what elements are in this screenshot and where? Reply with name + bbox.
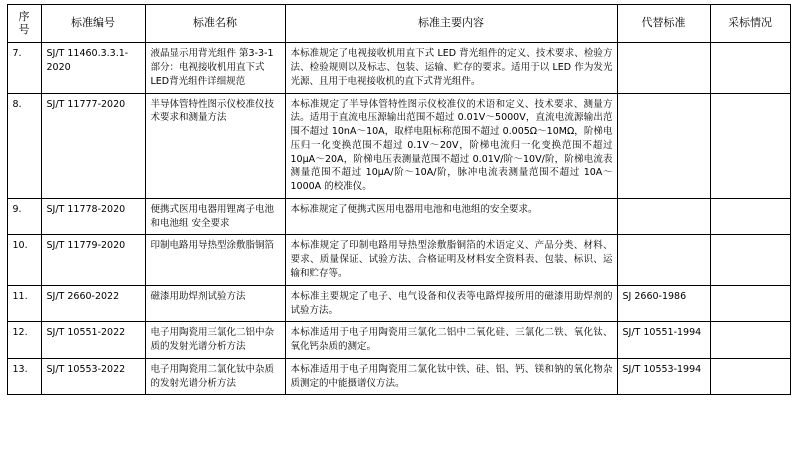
cell-content: 本标准规定了印制电路用导热型涂敷脂铜箔的术语定义、产品分类、材料、要求、质量保证、试验方法、合格证明及材料安全资料表、包装、标识、运输和贮存等。: [285, 235, 617, 285]
cell-code: SJ/T 2660-2022: [41, 285, 145, 322]
cell-content: 本标准规定了便携式医用电器用电池和电池组的安全要求。: [285, 198, 617, 235]
cell-status: [710, 285, 790, 322]
cell-status: [710, 43, 790, 93]
cell-name: 磁漆用助焊剂试验方法: [145, 285, 285, 322]
cell-name: 液晶显示用背光组件 第3-3-1部分：电视接收机用直下式LED背光组件详细规范: [145, 43, 285, 93]
table-row: [7, 93, 790, 198]
cell-seq: 13.: [7, 358, 41, 395]
column-header-name: 标准名称: [145, 5, 285, 43]
table-row: [7, 43, 790, 93]
cell-status: [710, 93, 790, 198]
cell-content: 本标准规定了半导体管特性图示仪校准仪的术语和定义、技术要求、测量方法。适用于直流电压源输出范围不超过 0.01V～5000V，直流电流源输出范围不超过 10nA～10A，取样电阻标称范围不超过 0.005Ω～10MΩ，阶梯电压归一化变换范围不超过 0.1V～20V，阶梯电流归一化变换范围不超过 10μA～20A，阶梯电压表测量范围不超过 0.01V/阶～10V/阶，阶梯电流表测量范围不超过 10μA/阶～10A/阶，脉冲电流表测量范围不超过 10A～1000A 的校准仪。: [285, 93, 617, 198]
cell-replaced: [617, 93, 710, 198]
column-header-replaced: 代替标准: [617, 5, 710, 43]
cell-code: SJ/T 11777-2020: [41, 93, 145, 198]
cell-seq: 12.: [7, 322, 41, 359]
cell-status: [710, 322, 790, 359]
cell-code: SJ/T 11779-2020: [41, 235, 145, 285]
cell-replaced: SJ/T 10553-1994: [617, 358, 710, 395]
cell-seq: 10.: [7, 235, 41, 285]
cell-code: SJ/T 11460.3.3.1-2020: [41, 43, 145, 93]
column-header-code: 标准编号: [41, 5, 145, 43]
cell-code: SJ/T 10553-2022: [41, 358, 145, 395]
table-header: [7, 5, 790, 43]
table-row: [7, 322, 790, 359]
cell-name: 半导体管特性图示仪校准仪技术要求和测量方法: [145, 93, 285, 198]
cell-status: [710, 358, 790, 395]
cell-name: 印制电路用导热型涂敷脂铜箔: [145, 235, 285, 285]
cell-replaced: SJ/T 10551-1994: [617, 322, 710, 359]
column-header-seq-line2: 号: [18, 22, 30, 36]
table-row: [7, 285, 790, 322]
cell-seq: 9.: [7, 198, 41, 235]
cell-content: 本标准适用于电子用陶瓷用三氯化二铝中二氧化硅、三氯化二铁、氧化钛、氧化钙杂质的测定。: [285, 322, 617, 359]
table-row: [7, 358, 790, 395]
table-row: [7, 198, 790, 235]
cell-status: [710, 235, 790, 285]
table-body: [7, 43, 790, 395]
cell-replaced: [617, 198, 710, 235]
table-row: [7, 235, 790, 285]
cell-seq: 8.: [7, 93, 41, 198]
cell-seq: 11.: [7, 285, 41, 322]
cell-replaced: [617, 235, 710, 285]
column-header-seq: [7, 5, 41, 43]
cell-status: [710, 198, 790, 235]
cell-name: 便携式医用电器用锂离子电池和电池组 安全要求: [145, 198, 285, 235]
cell-code: SJ/T 11778-2020: [41, 198, 145, 235]
cell-content: 本标准主要规定了电子、电气设备和仪表等电路焊接所用的磁漆用助焊剂的试验方法。: [285, 285, 617, 322]
cell-name: 电子用陶瓷用二氯化钛中杂质的发射光谱分析方法: [145, 358, 285, 395]
cell-seq: 7.: [7, 43, 41, 93]
cell-name: 电子用陶瓷用三氯化二铝中杂质的发射光谱分析方法: [145, 322, 285, 359]
cell-content: 本标准规定了电视接收机用直下式 LED 背光组件的定义、技术要求、检验方法、检验规则以及标志、包装、运输、贮存的要求。适用于以 LED 作为发光光源、且用于电视接收机的直下式背光组件。: [285, 43, 617, 93]
table-header-row: [7, 5, 790, 43]
cell-replaced: SJ 2660-1986: [617, 285, 710, 322]
column-header-seq-line1: 序: [18, 10, 30, 23]
standards-table: [7, 4, 791, 395]
cell-replaced: [617, 43, 710, 93]
column-header-content: 标准主要内容: [285, 5, 617, 43]
column-header-status: 采标情况: [710, 5, 790, 43]
cell-code: SJ/T 10551-2022: [41, 322, 145, 359]
cell-content: 本标准适用于电子用陶瓷用二氯化钛中铁、硅、铝、钙、镁和钠的氧化物杂质测定的中能摄谱仪方法。: [285, 358, 617, 395]
